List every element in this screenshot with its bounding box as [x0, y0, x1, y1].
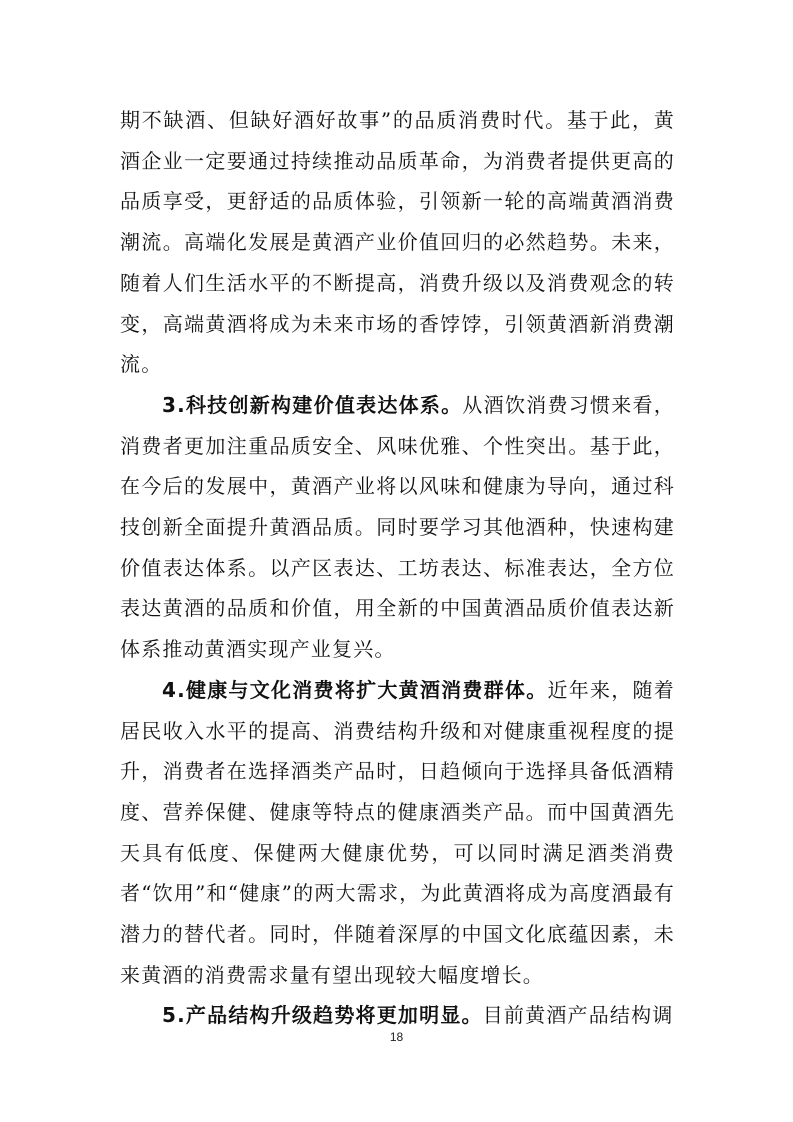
- paragraph-3-body: 近年来，随着居民收入水平的提高、消费结构升级和对健康重视程度的提升，消费者在选择酒类产品时，日趋倾向于选择具备低酒精度、营养保健、健康等特点的健康酒类产品。而中国黄酒先天具有低度、保健两大健康优势，可以同时满足酒类消费者“饮用”和“健康”的两大需求，为此黄酒将成为高度酒最有潜力的替代者。同时，伴随着深厚的中国文化底蕴因素，未来黄酒的消费需求量有望出现较大幅度增长。: [120, 677, 675, 987]
- paragraph-4-heading: 5.产品结构升级趋势将更加明显。: [162, 1003, 483, 1028]
- page-number: 18: [389, 1030, 404, 1044]
- paragraph-2-heading: 3.科技创新构建价值表达体系。: [162, 392, 463, 417]
- body-text: [120, 100, 675, 1036]
- paragraph-1-body: 期不缺酒、但缺好酒好故事”的品质消费时代。基于此，黄酒企业一定要通过持续推动品质革命，为消费者提供更高的品质享受，更舒适的品质体验，引领新一轮的高端黄酒消费潮流。高端化发展是黄酒产业价值回归的必然趋势。未来，随着人们生活水平的不断提高，消费升级以及消费观念的转变，高端黄酒将成为未来市场的香饽饽，引领黄酒新消费潮流。: [120, 108, 675, 377]
- paragraph-1: [120, 100, 675, 385]
- paragraph-3: [120, 670, 675, 996]
- paragraph-4-body: 目前黄酒产品结构调: [482, 1003, 674, 1028]
- paragraph-2-body: 从酒饮消费习惯来看，消费者更加注重品质安全、风味优雅、个性突出。基于此，在今后的发展中，黄酒产业将以风味和健康为导向，通过科技创新全面提升黄酒品质。同时要学习其他酒种，快速构建价值表达体系。以产区表达、工坊表达、标准表达，全方位表达黄酒的品质和价值，用全新的中国黄酒品质价值表达新体系推动黄酒实现产业复兴。: [120, 392, 676, 662]
- paragraph-2: [120, 385, 675, 670]
- paragraph-3-heading: 4.健康与文化消费将扩大黄酒消费群体。: [162, 677, 548, 702]
